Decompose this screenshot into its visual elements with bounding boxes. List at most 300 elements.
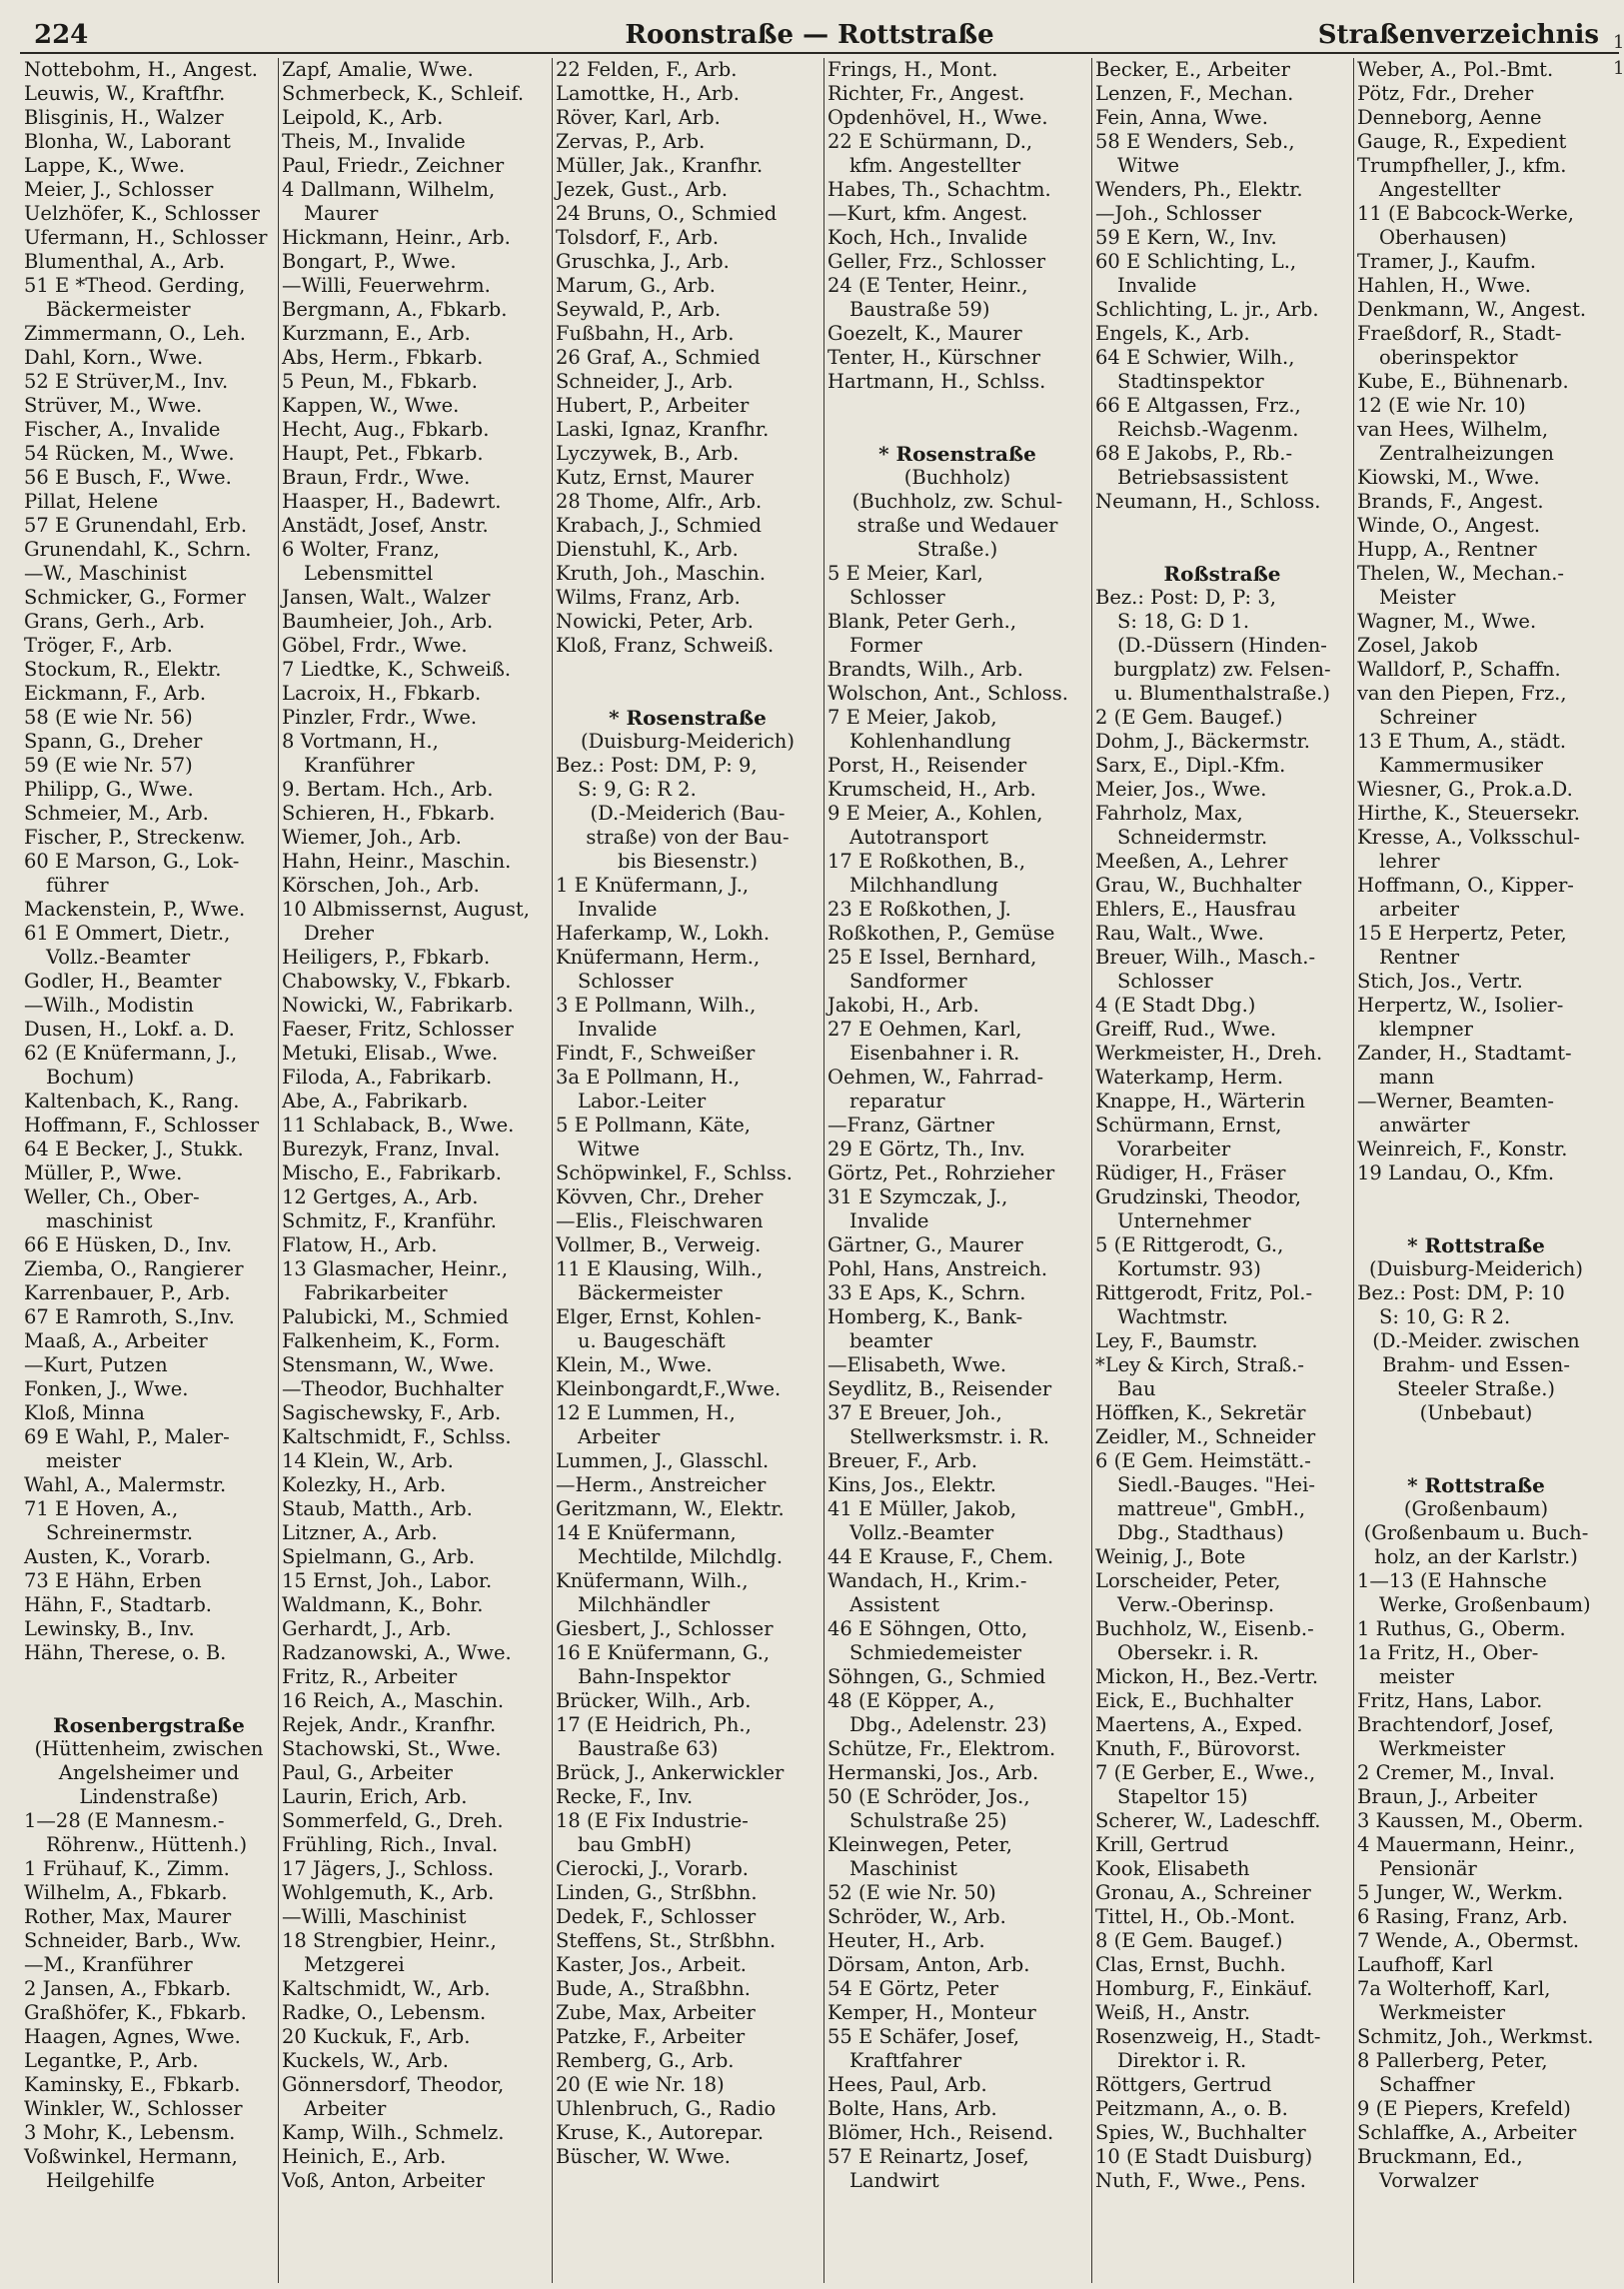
directory-entry: 13 Glasmacher, Heinr.,	[282, 1257, 509, 1280]
directory-entry: Giesbert, J., Schlosser	[556, 1617, 774, 1640]
entry-continuation: Kortumstr. 93)	[1117, 1257, 1261, 1280]
directory-entry: Leipold, K., Arb.	[282, 106, 444, 129]
directory-entry: Kloß, Franz, Schweiß.	[556, 634, 775, 657]
directory-entry: 18 Strengbier, Heinr.,	[282, 1929, 497, 1952]
directory-entry: Eick, E., Buchhalter	[1095, 1689, 1293, 1712]
entry-continuation: Bochum)	[46, 1066, 135, 1089]
directory-entry: Hubert, P., Arbeiter	[556, 394, 750, 417]
entry-continuation: Reichsb.-Wagenm.	[1117, 418, 1299, 441]
directory-entry: 9 E Meier, A., Kohlen,	[827, 802, 1043, 825]
entry-continuation: maschinist	[46, 1209, 153, 1232]
directory-entry: Kiowski, M., Wwe.	[1357, 466, 1540, 489]
entry-continuation: Bäckermeister	[578, 1281, 723, 1304]
entry-continuation: Schlosser	[1117, 970, 1213, 993]
directory-entry: Pohl, Hans, Anstreich.	[827, 1257, 1048, 1280]
directory-entry: Becker, E., Arbeiter	[1095, 58, 1290, 81]
directory-entry: van Hees, Wilhelm,	[1357, 418, 1549, 441]
directory-entry: Vollmer, B., Verweig.	[556, 1233, 762, 1256]
directory-entry: Eickmann, F., Arb.	[24, 682, 207, 705]
directory-entry: Schöpwinkel, F., Schlss.	[556, 1161, 793, 1184]
entry-continuation: Sandformer	[849, 970, 967, 993]
directory-entry: Chabowsky, V., Fbkarb.	[282, 970, 512, 993]
directory-entry: Fonken, J., Wwe.	[24, 1377, 189, 1400]
directory-entry: Hickmann, Heinr., Arb.	[282, 226, 511, 249]
directory-entry: 1 Ruthus, G., Oberm.	[1357, 1617, 1566, 1640]
entry-continuation: mattreue", GmbH.,	[1117, 1497, 1306, 1520]
directory-entry: Körschen, Joh., Arb.	[282, 874, 480, 897]
entry-continuation: Rentner	[1379, 946, 1460, 969]
directory-entry: Geritzmann, W., Elektr.	[556, 1497, 785, 1520]
directory-entry: 18 (E Fix Industrie-	[556, 1809, 749, 1832]
directory-entry: Kuckels, W., Arb.	[282, 2049, 449, 2072]
directory-entry: Brands, F., Angest.	[1357, 490, 1544, 513]
directory-entry: Frühling, Rich., Inval.	[282, 1833, 499, 1856]
directory-entry: 44 E Krause, F., Chem.	[827, 1545, 1054, 1568]
directory-entry: Wiemer, Joh., Arb.	[282, 826, 462, 849]
column-4	[823, 58, 1092, 2283]
directory-entry: Knappe, H., Wärterin	[1095, 1090, 1306, 1113]
directory-entry: 3 E Pollmann, Wilh.,	[556, 994, 757, 1017]
directory-entry: Hartmann, H., Schlss.	[827, 370, 1046, 393]
spacer	[1353, 1425, 1599, 1449]
directory-entry: Denneborg, Aenne	[1357, 106, 1542, 129]
column-6	[1353, 58, 1599, 2283]
entry-continuation: meister	[46, 1449, 121, 1472]
directory-entry: Blonha, W., Laborant	[24, 130, 231, 153]
directory-entry: Zervas, P., Arb.	[556, 130, 706, 153]
directory-entry: Bongart, P., Wwe.	[282, 250, 457, 273]
directory-entry: Fußbahn, H., Arb.	[556, 322, 735, 345]
street-note: bis Biesenstr.)	[618, 850, 758, 873]
directory-entry: Nuth, F., Wwe., Pens.	[1095, 2169, 1306, 2192]
directory-entry: van den Piepen, Frz.,	[1357, 682, 1567, 705]
street-note: (D.-Meiderich (Bau-	[590, 802, 786, 825]
directory-entry: 1 Frühauf, K., Zimm.	[24, 1857, 230, 1880]
street-note: (D.-Düssern (Hinden-	[1117, 634, 1327, 657]
directory-entry: Breuer, Wilh., Masch.-	[1095, 946, 1316, 969]
entry-continuation: reparatur	[849, 1090, 945, 1113]
directory-entry: Stich, Jos., Vertr.	[1357, 970, 1523, 993]
directory-entry: 51 E *Theod. Gerding,	[24, 274, 246, 297]
street-note: Angelsheimer und	[58, 1761, 240, 1784]
directory-entry: Kleinwegen, Peter,	[827, 1833, 1012, 1856]
directory-entry: Göbel, Frdr., Wwe.	[282, 634, 468, 657]
directory-entry: 52 E Strüver,M., Inv.	[24, 370, 229, 393]
directory-entry: 68 E Jakobs, P., Rb.-	[1095, 442, 1293, 465]
entry-continuation: Mechtilde, Milchdlg.	[578, 1545, 784, 1568]
directory-entry: Grudzinski, Theodor,	[1095, 1185, 1301, 1208]
directory-entry: Wahl, A., Malermstr.	[24, 1473, 227, 1496]
directory-entry: 12 E Lummen, H.,	[556, 1401, 736, 1424]
directory-entry: 59 (E wie Nr. 57)	[24, 754, 193, 777]
directory-entry: Palubicki, M., Schmied	[282, 1305, 509, 1328]
directory-entry: Tittel, H., Ob.-Mont.	[1095, 1905, 1296, 1928]
directory-entry: Ley, F., Baumstr.	[1095, 1329, 1258, 1352]
directory-entry: Fahrholz, Max,	[1095, 802, 1243, 825]
directory-entry: 58 (E wie Nr. 56)	[24, 706, 193, 729]
entry-continuation: Schlosser	[578, 970, 674, 993]
directory-entry: Hähn, Therese, o. B.	[24, 1641, 227, 1664]
entry-continuation: Betriebsassistent	[1117, 466, 1288, 489]
column-2	[278, 58, 553, 2283]
directory-entry: Filoda, A., Fabrikarb.	[282, 1066, 493, 1089]
directory-entry: Kruse, K., Autorepar.	[556, 2121, 765, 2144]
directory-entry: Kins, Jos., Elektr.	[827, 1473, 996, 1496]
directory-entry: Rother, Max, Maurer	[24, 1905, 232, 1928]
street-note: straße) von der Bau-	[586, 826, 790, 849]
entry-continuation: beamter	[849, 1329, 932, 1352]
directory-entry: Spann, G., Dreher	[24, 730, 203, 753]
directory-entry: 10 Albmissernst, August,	[282, 898, 530, 921]
directory-entry: 4 Dallmann, Wilhelm,	[282, 178, 496, 201]
directory-entry: 17 Jägers, J., Schloss.	[282, 1857, 495, 1880]
street-note: Lindenstraße)	[79, 1785, 219, 1808]
directory-entry: Haasper, H., Badewrt.	[282, 490, 502, 513]
directory-entry: Elger, Ernst, Kohlen-	[556, 1305, 762, 1328]
directory-entry: 7a Wolterhoff, Karl,	[1357, 1977, 1551, 2000]
entry-continuation: Schneidermstr.	[1117, 826, 1268, 849]
entry-continuation: Werkmeister	[1379, 1737, 1506, 1760]
spacer	[1091, 538, 1353, 562]
running-title: Roonstraße — Rottstraße	[625, 20, 994, 50]
directory-entry: 5 E Meier, Karl,	[827, 562, 983, 585]
directory-entry: Frings, H., Mont.	[827, 58, 998, 81]
directory-entry: Hirthe, K., Steuersekr.	[1357, 802, 1580, 825]
entry-continuation: Baustraße 59)	[849, 298, 990, 321]
directory-entry: Philipp, G., Wwe.	[24, 778, 194, 801]
directory-entry: Winde, O., Angest.	[1357, 514, 1541, 537]
directory-entry: 60 E Schlichting, L.,	[1095, 250, 1297, 273]
column-5	[1091, 58, 1354, 2283]
directory-entry: Klein, M., Wwe.	[556, 1353, 713, 1376]
directory-entry: 7 E Meier, Jakob,	[827, 706, 997, 729]
directory-entry: 2 Cremer, M., Inval.	[1357, 1761, 1555, 1784]
directory-entry: Spies, W., Buchhalter	[1095, 2121, 1306, 2144]
directory-entry: 23 E Roßkothen, J.	[827, 898, 1011, 921]
directory-entry: 59 E Kern, W., Inv.	[1095, 226, 1277, 249]
directory-entry: Rejek, Andr., Kranfhr.	[282, 1713, 497, 1736]
directory-entry: Kövven, Chr., Dreher	[556, 1185, 764, 1208]
directory-entry: Stachowski, St., Wwe.	[282, 1737, 502, 1760]
directory-entry: Seydlitz, B., Reisender	[827, 1377, 1052, 1400]
column-1	[20, 58, 279, 2283]
street-note: Straße.)	[916, 538, 998, 561]
directory-entry: Söhngen, G., Schmied	[827, 1665, 1046, 1688]
directory-entry: 50 (E Schröder, Jos.,	[827, 1785, 1030, 1808]
directory-entry: 5 Peun, M., Fbkarb.	[282, 370, 478, 393]
entry-continuation: oberinspektor	[1379, 346, 1518, 369]
directory-entry: Knüfermann, Herm.,	[556, 946, 761, 969]
entry-continuation: Former	[849, 634, 922, 657]
directory-entry: Brück, J., Ankerwickler	[556, 1761, 785, 1784]
directory-entry: Laufhoff, Karl	[1357, 1953, 1493, 1976]
directory-entry: Hoffmann, O., Kipper-	[1357, 874, 1574, 897]
directory-entry: —Kurt, kfm. Angest.	[827, 202, 1028, 225]
directory-entry: Greiff, Rud., Wwe.	[1095, 1018, 1277, 1041]
entry-continuation: Fabrikarbeiter	[304, 1281, 448, 1304]
directory-entry: Weller, Ch., Ober-	[24, 1185, 200, 1208]
spacer	[823, 418, 1091, 442]
directory-entry: 52 (E wie Nr. 50)	[827, 1881, 996, 1904]
directory-entry: 1a Fritz, H., Ober-	[1357, 1641, 1539, 1664]
entry-continuation: Schreiner	[1379, 706, 1477, 729]
directory-entry: 8 Vortmann, H.,	[282, 730, 439, 753]
entry-continuation: Milchhandlung	[849, 874, 998, 897]
directory-entry: 1—28 (E Mannesm.-	[24, 1809, 225, 1832]
directory-entry: 17 E Roßkothen, B.,	[827, 850, 1026, 873]
directory-entry: Staub, Matth., Arb.	[282, 1497, 473, 1520]
directory-entry: 16 Reich, A., Maschin.	[282, 1689, 505, 1712]
directory-entry: 17 (E Heidrich, Ph.,	[556, 1713, 752, 1736]
entry-continuation: Arbeiter	[578, 1425, 661, 1448]
directory-entry: Braun, J., Arbeiter	[1357, 1785, 1538, 1808]
directory-entry: 26 Graf, A., Schmied	[556, 346, 761, 369]
directory-entry: 67 E Ramroth, S.,Inv.	[24, 1305, 235, 1328]
directory-entry: Tenter, H., Kürschner	[827, 346, 1041, 369]
directory-entry: Weinig, J., Bote	[1095, 1545, 1246, 1568]
directory-entry: Müller, P., Wwe.	[24, 1161, 183, 1184]
directory-entry: Nottebohm, H., Angest.	[24, 58, 258, 81]
directory-entry: Gönnersdorf, Theodor,	[282, 2073, 505, 2096]
directory-entry: Waterkamp, Herm.	[1095, 1066, 1284, 1089]
directory-entry: Kook, Elisabeth	[1095, 1857, 1250, 1880]
directory-entry: Roßkothen, P., Gemüse	[827, 922, 1055, 945]
entry-continuation: kfm. Angestellter	[849, 154, 1021, 177]
directory-entry: Lenzen, F., Mechan.	[1095, 82, 1294, 105]
entry-continuation: Unternehmer	[1117, 1209, 1251, 1232]
directory-entry: Thelen, W., Mechan.-	[1357, 562, 1565, 585]
directory-entry: 13 E Thum, A., städt.	[1357, 730, 1567, 753]
directory-entry: Voß, Anton, Arbeiter	[282, 2169, 485, 2192]
entry-continuation: S: 9, G: R 2.	[578, 778, 697, 801]
directory-entry: Bez.: Post: D, P: 3,	[1095, 586, 1276, 609]
directory-entry: 1—13 (E Hahnsche	[1357, 1569, 1547, 1592]
directory-entry: Sagischewsky, F., Arb.	[282, 1401, 502, 1424]
directory-entry: Paul, G., Arbeiter	[282, 1761, 453, 1784]
directory-entry: Porst, H., Reisender	[827, 754, 1027, 777]
directory-entry: Zube, Max, Arbeiter	[556, 2001, 756, 2024]
directory-entry: Pillat, Helene	[24, 490, 159, 513]
street-note: Brahm- und Essen-	[1382, 1353, 1570, 1376]
directory-entry: Spielmann, G., Arb.	[282, 1545, 476, 1568]
directory-entry: 6 Rasing, Franz, Arb.	[1357, 1905, 1568, 1928]
directory-entry: Grunendahl, K., Schrn.	[24, 538, 252, 561]
directory-entry: 25 E Issel, Bernhard,	[827, 946, 1037, 969]
directory-entry: 64 E Schwier, Wilh.,	[1095, 346, 1295, 369]
page-number: 224	[34, 20, 89, 50]
directory-entry: Kaltschmidt, F., Schlss.	[282, 1425, 512, 1448]
directory-entry: Nowicki, Peter, Arb.	[556, 610, 754, 633]
entry-continuation: Röhrenw., Hüttenh.)	[46, 1833, 248, 1856]
directory-entry: Herpertz, W., Isolier-	[1357, 994, 1564, 1017]
entry-continuation: Bau	[1117, 1377, 1156, 1400]
entry-continuation: Witwe	[578, 1138, 641, 1160]
directory-entry: Zeidler, M., Schneider	[1095, 1425, 1316, 1448]
directory-entry: Wohlgemuth, K., Arb.	[282, 1881, 495, 1904]
entry-continuation: Invalide	[578, 1018, 658, 1041]
edge-mark: 1	[1613, 32, 1624, 53]
directory-entry: Fritz, R., Arbeiter	[282, 1665, 458, 1688]
directory-entry: —Kurt, Putzen	[24, 1353, 168, 1376]
directory-entry: 12 Gertges, A., Arb.	[282, 1185, 479, 1208]
directory-entry: 3 Kaussen, M., Oberm.	[1357, 1809, 1584, 1832]
directory-entry: Trumpfheller, J., kfm.	[1357, 154, 1567, 177]
entry-continuation: Maurer	[304, 202, 379, 225]
directory-entry: Jakobi, H., Arb.	[827, 994, 979, 1017]
entry-continuation: Maschinist	[849, 1857, 957, 1880]
directory-entry: Maertens, A., Exped.	[1095, 1713, 1303, 1736]
directory-entry: Findt, F., Schweißer	[556, 1042, 756, 1065]
directory-entry: Tolsdorf, F., Arb.	[556, 226, 720, 249]
directory-entry: Dienstuhl, K., Arb.	[556, 538, 739, 561]
directory-entry: 66 E Hüsken, D., Inv.	[24, 1233, 233, 1256]
directory-entry: Metuki, Elisab., Wwe.	[282, 1042, 499, 1065]
directory-entry: Blank, Peter Gerh.,	[827, 610, 1017, 633]
directory-entry: Radke, O., Lebensm.	[282, 2001, 487, 2024]
entry-continuation: Bäckermeister	[46, 298, 191, 321]
street-heading: * Rosenstraße	[878, 442, 1036, 466]
entry-continuation: Vorarbeiter	[1117, 1138, 1231, 1160]
directory-entry: Gärtner, G., Maurer	[827, 1233, 1023, 1256]
directory-entry: Kube, E., Bühnenarb.	[1357, 370, 1569, 393]
entry-continuation: Invalide	[849, 1209, 929, 1232]
directory-entry: Lappe, K., Wwe.	[24, 154, 186, 177]
directory-entry: Remberg, G., Arb.	[556, 2049, 735, 2072]
directory-entry: 62 (E Knüfermann, J.,	[24, 1042, 238, 1065]
directory-entry: 66 E Altgassen, Frz.,	[1095, 394, 1301, 417]
directory-entry: 22 Felden, F., Arb.	[556, 58, 738, 81]
directory-entry: Wolschon, Ant., Schloss.	[827, 682, 1068, 705]
directory-entry: Wenders, Ph., Elektr.	[1095, 178, 1303, 201]
directory-entry: Hecht, Aug., Fbkarb.	[282, 418, 490, 441]
directory-entry: Zander, H., Stadtamt-	[1357, 1042, 1572, 1065]
directory-entry: —Franz, Gärtner	[827, 1114, 994, 1137]
directory-entry: 8 Pallerberg, Peter,	[1357, 2049, 1548, 2072]
directory-entry: Homburg, F., Einkäuf.	[1095, 1977, 1313, 2000]
directory-entry: Seywald, P., Arb.	[556, 298, 722, 321]
directory-entry: Krill, Gertrud	[1095, 1833, 1229, 1856]
entry-continuation: u. Baugeschäft	[578, 1329, 726, 1352]
entry-continuation: Obersekr. i. R.	[1117, 1641, 1259, 1664]
directory-entry: Sarx, E., Dipl.-Kfm.	[1095, 754, 1286, 777]
directory-entry: 8 (E Gem. Baugef.)	[1095, 1929, 1283, 1952]
directory-entry: Lacroix, H., Fbkarb.	[282, 682, 482, 705]
directory-entry: Kruth, Joh., Maschin.	[556, 562, 767, 585]
directory-entry: 7 Liedtke, K., Schweiß.	[282, 658, 512, 681]
directory-entry: —Werner, Beamten-	[1357, 1090, 1554, 1113]
directory-entry: Graßhöfer, K., Fbkarb.	[24, 2001, 247, 2024]
directory-entry: Pötz, Fdr., Dreher	[1357, 82, 1534, 105]
entry-continuation: Invalide	[1117, 274, 1197, 297]
directory-entry: Zapf, Amalie, Wwe.	[282, 58, 474, 81]
directory-entry: Hahn, Heinr., Maschin.	[282, 850, 512, 873]
directory-entry: Abe, A., Fabrikarb.	[282, 1090, 469, 1113]
directory-entry: Wiesner, G., Prok.a.D.	[1357, 778, 1573, 801]
directory-entry: 7 (E Gerber, E., Wwe.,	[1095, 1761, 1316, 1784]
street-note: (Hüttenheim, zwischen	[34, 1737, 264, 1760]
directory-entry: Schneider, Barb., Ww.	[24, 1929, 242, 1952]
directory-entry: Heinich, E., Arb.	[282, 2145, 447, 2168]
directory-entry: Fischer, A., Invalide	[24, 418, 221, 441]
directory-entry: Wilhelm, A., Fbkarb.	[24, 1881, 228, 1904]
directory-entry: Dedek, F., Schlosser	[556, 1905, 757, 1928]
directory-entry: Kloß, Minna	[24, 1401, 145, 1424]
edge-mark: 1	[1613, 58, 1624, 79]
street-heading: * Rottstraße	[1407, 1473, 1545, 1497]
directory-entry: 71 E Hoven, A.,	[24, 1497, 179, 1520]
directory-entry: Oehmen, W., Fahrrad-	[827, 1066, 1044, 1089]
spacer	[1353, 1449, 1599, 1473]
directory-entry: —W., Maschinist	[24, 562, 187, 585]
directory-entry: Ufermann, H., Schlosser	[24, 226, 268, 249]
directory-entry: Faeser, Fritz, Schlosser	[282, 1018, 514, 1041]
entry-continuation: meister	[1379, 1665, 1454, 1688]
directory-entry: 69 E Wahl, P., Maler-	[24, 1425, 230, 1448]
directory-entry: Schlichting, L. jr., Arb.	[1095, 298, 1319, 321]
spacer	[1353, 1209, 1599, 1233]
directory-entry: 5 (E Rittgerodt, G.,	[1095, 1233, 1284, 1256]
directory-entry: Kappen, W., Wwe.	[282, 394, 460, 417]
directory-entry: Bez.: Post: DM, P: 10	[1357, 1281, 1565, 1304]
entry-continuation: klempner	[1379, 1018, 1473, 1041]
directory-entry: Krabach, J., Schmied	[556, 514, 762, 537]
directory-entry: 15 Ernst, Joh., Labor.	[282, 1569, 493, 1592]
directory-entry: Heiligers, P., Fbkarb.	[282, 946, 491, 969]
entry-continuation: Schmiedemeister	[849, 1641, 1022, 1664]
directory-entry: —Joh., Schlosser	[1095, 202, 1261, 225]
directory-entry: 33 E Aps, K., Schrn.	[827, 1281, 1026, 1304]
directory-entry: —M., Kranführer	[24, 1953, 193, 1976]
directory-entry: Schmeier, M., Arb.	[24, 802, 209, 825]
directory-entry: Hermanski, Jos., Arb.	[827, 1761, 1039, 1784]
street-note: holz, an der Karlstr.)	[1374, 1545, 1578, 1568]
spacer	[1353, 1185, 1599, 1209]
directory-entry: Dahl, Korn., Wwe.	[24, 346, 204, 369]
directory-entry: Richter, Fr., Angest.	[827, 82, 1025, 105]
directory-entry: Kresse, A., Volksschul-	[1357, 826, 1581, 849]
directory-entry: Röver, Karl, Arb.	[556, 106, 721, 129]
directory-entry: Engels, K., Arb.	[1095, 322, 1250, 345]
directory-entry: Maaß, A., Arbeiter	[24, 1329, 208, 1352]
directory-entry: Cierocki, J., Vorarb.	[556, 1857, 750, 1880]
entry-continuation: Kraftfahrer	[849, 2049, 962, 2072]
directory-entry: Linden, G., Strßbhn.	[556, 1881, 758, 1904]
directory-entry: Höffken, K., Sekretär	[1095, 1401, 1306, 1424]
directory-entry: Brandts, Wilh., Arb.	[827, 658, 1023, 681]
entry-continuation: führer	[46, 874, 109, 897]
spacer	[20, 1689, 278, 1713]
directory-entry: Denkmann, W., Angest.	[1357, 298, 1587, 321]
directory-entry: Kaltschmidt, W., Arb.	[282, 1977, 491, 2000]
directory-entry: Meeßen, A., Lehrer	[1095, 850, 1288, 873]
entry-continuation: Kranführer	[304, 754, 415, 777]
directory-entry: 1 E Knüfermann, J.,	[556, 874, 750, 897]
street-heading: Roßstraße	[1163, 562, 1281, 586]
directory-entry: Godler, H., Beamter	[24, 970, 222, 993]
directory-entry: Litzner, A., Arb.	[282, 1521, 438, 1544]
entry-continuation: Witwe	[1117, 154, 1180, 177]
directory-entry: 4 Mauermann, Heinr.,	[1357, 1833, 1576, 1856]
directory-entry: Gauge, R., Expedient	[1357, 130, 1567, 153]
directory-entry: Gronau, A., Schreiner	[1095, 1881, 1311, 1904]
entry-continuation: Arbeiter	[304, 2097, 387, 2120]
directory-entry: Knuth, F., Bürovorst.	[1095, 1737, 1301, 1760]
directory-entry: Burezyk, Franz, Inval.	[282, 1138, 501, 1160]
directory-entry: Fischer, P., Streckenw.	[24, 826, 246, 849]
directory-entry: —Willi, Feuerwehrm.	[282, 274, 491, 297]
entry-continuation: Wachtmstr.	[1117, 1305, 1229, 1328]
directory-entry: 60 E Marson, G., Lok-	[24, 850, 240, 873]
